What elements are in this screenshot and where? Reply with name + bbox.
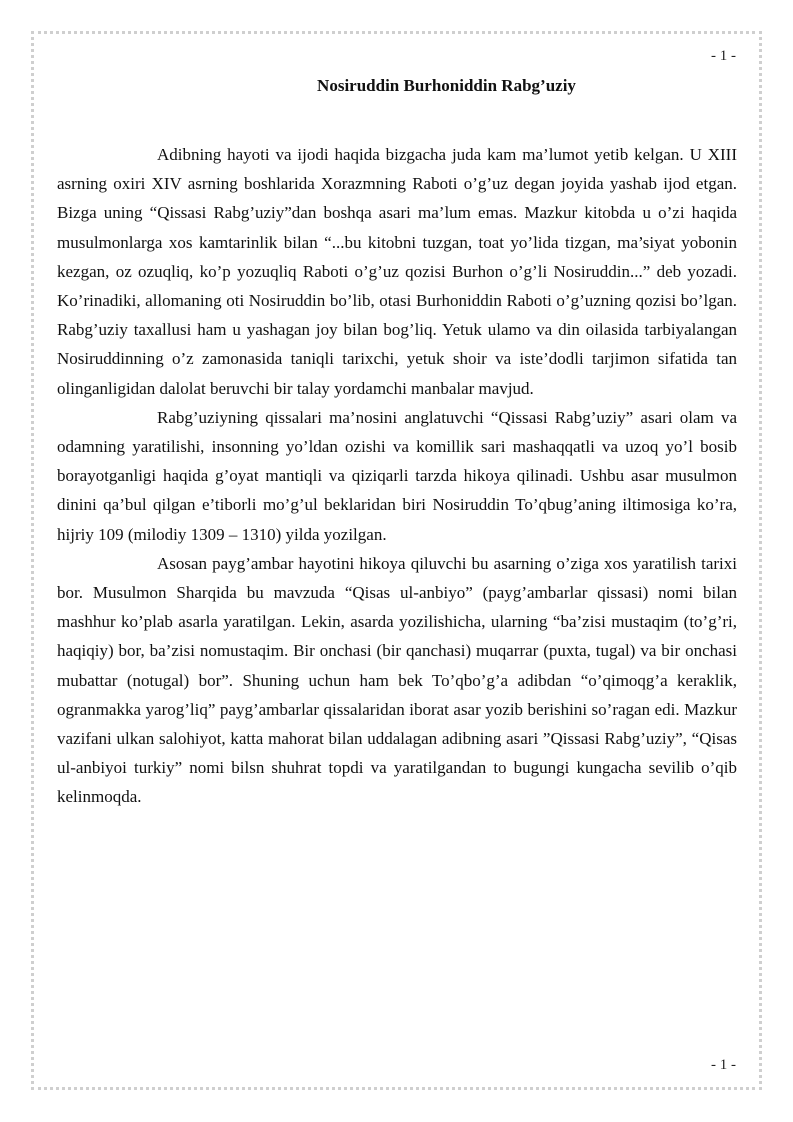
page-number-top: - 1 - bbox=[711, 48, 736, 64]
document-title: Nosiruddin Burhoniddin Rabg’uziy bbox=[317, 76, 576, 95]
paragraph-2: Rabg’uziyning qissalari ma’nosini anglatuvchi “Qissasi Rabg’uziy” asari olam va odamning yaratilishi, insonning yo’ldan ozishi va komillik sari mashaqqatli va uzoq yo’l bosib borayotganligi haqida g’oyat mantiqli va qiziqarli tarzda hikoya qilinadi. Ushbu asar musulmon dinini qa’bul qilgan e’tiborli mo’g’ul beklaridan biri Nosiruddin To’qbug’aning iltimosiga ko’ra, hijriy 109 (milodiy 1309 – 1310) yilda yozilgan. bbox=[57, 407, 737, 544]
paragraph-3: Asosan payg’ambar hayotini hikoya qiluvchi bu asarning o’ziga xos yaratilish tarixi bor. Musulmon Sharqida bu mavzuda “Qisas ul-anbiyo” (payg’ambarlar qissasi) nomi bilan mashhur ko’plab asarla yaratilgan. Lekin, asarda yozilishicha, ularning “ba’zisi mustaqim (to’g’ri, haqiqiy) bor, ba’zisi nomustaqim. Bir onchasi (bir qanchasi) muqarrar (puxta, tugal) va bir onchasi mubattar (notugal) bor”. Shuning uchun ham bek To’qbo’g’a adibdan “o’qimoqg’a keraklik, ogranmakka yarog’liq” payg’ambarlar qissalaridan iborat asar yozib berishini so’ragan edi. Mazkur vazifani ulkan salohiyot, katta mahorat bilan uddalagan adibning asari ”Qissasi Rabg’uziy”, “Qisas ul-anbiyoi turkiy” nomi bilsn shuhrat topdi va yaratilgandan to bugungi kungacha sevilib o’qib kelinmoqda. bbox=[57, 553, 737, 807]
paragraph-1: Adibning hayoti va ijodi haqida bizgacha juda kam ma’lumot yetib kelgan. U XIII asrning oxiri XIV asrning boshlarida Xorazmning Raboti o’g’uz degan joyida yashab ijod etgan. Bizga uning “Qissasi Rabg’uziy”dan boshqa asari ma’lum emas. Mazkur kitobda u o’zi haqida musulmonlarga xos kamtarinlik bilan “...bu kitobni tuzgan, toat yo’lida tizgan, ma’siyat yobonin kezgan, oz ozuqliq, ko’p yozuqliq Raboti o’g’uz qozisi Burhon o’g’li Nosiruddin...” deb yozadi. Ko’rinadiki, allomaning oti Nosiruddin bo’lib, otasi Burhoniddin Raboti o’g’uzning qozisi bo’lgan. Rabg’uziy taxallusi ham u yashagan joy bilan bog’liq. Yetuk ulamo va din oilasida tarbiyalangan Nosiruddinning o’z zamonasida taniqli tarixchi, yetuk shoir va iste’dodli tarjimon sifatida tan olinganligidan dalolat beruvchi bir talay yordamchi manbalar mavjud. bbox=[57, 145, 737, 398]
page-number-bottom: - 1 - bbox=[711, 1057, 736, 1073]
document-body bbox=[57, 140, 737, 812]
